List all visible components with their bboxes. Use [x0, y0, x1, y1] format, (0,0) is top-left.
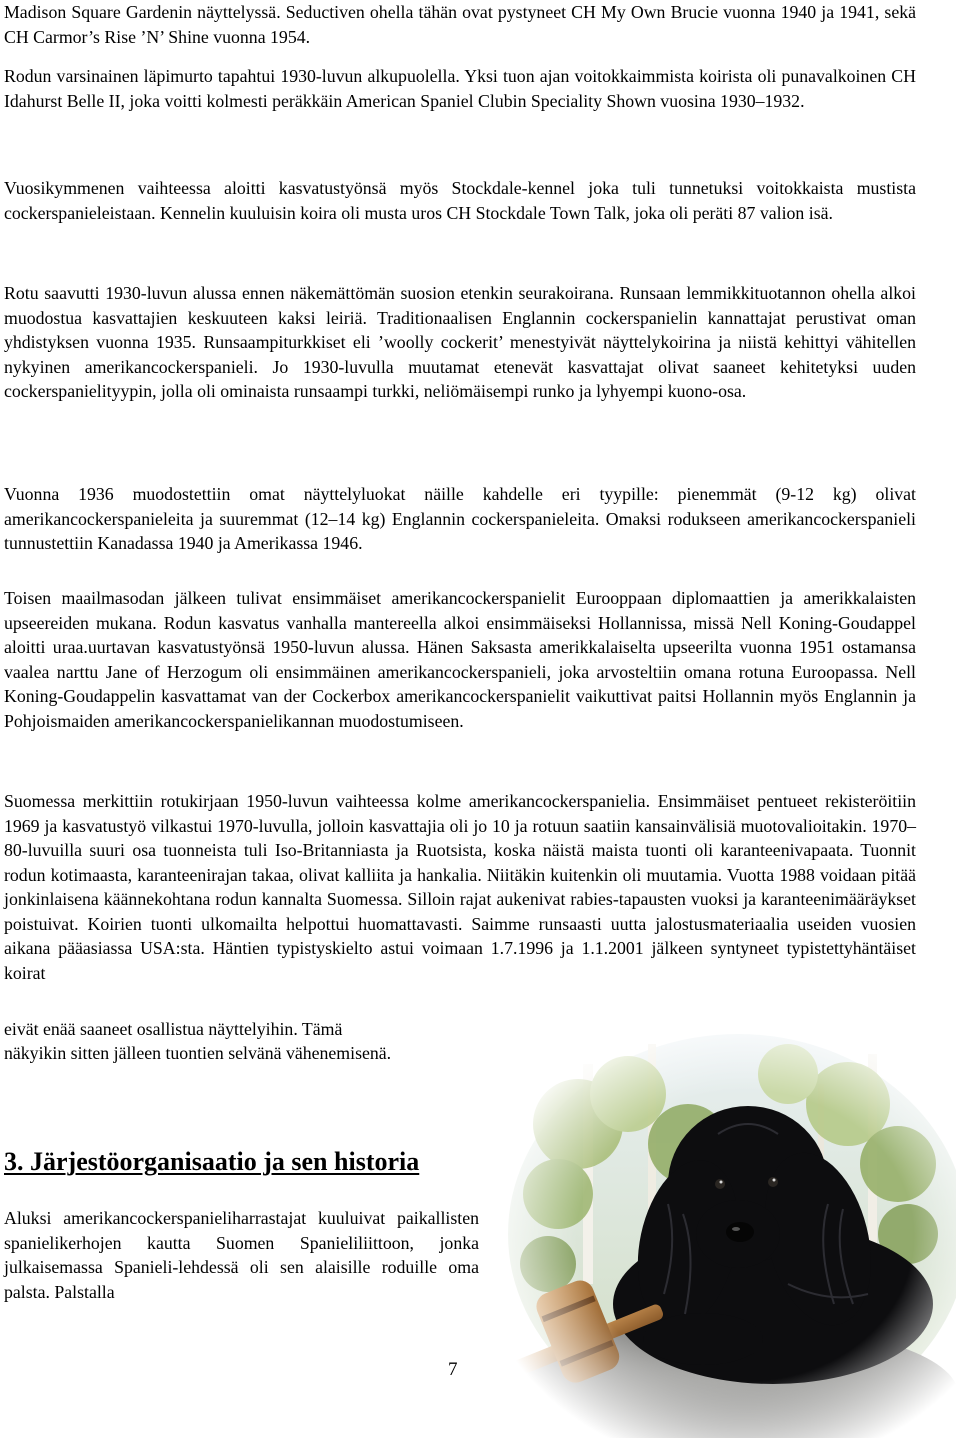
paragraph-show-classes: Vuonna 1936 muodostettiin omat näyttelyluokat näille kahdelle eri tyypille: pienemmät (9-12 kg) olivat amerikancockerspanieleita ja suuremmat (12–14 kg) Englannin cockerspanieleita. Omaksi rodukseen amerikancockerspanieli tunnustettiin Kanadassa 1940 ja Amerikassa 1946.	[4, 484, 916, 553]
paragraph-organisation: Aluksi amerikancockerspanieliharrastajat kuuluivat paikallisten spanielikerhojen kautta Suomen Spanieliliittoon, jonka julkaisemassa Spanieli-lehdessä oli sen alaisille roduille oma palsta. Palstalla	[4, 1208, 479, 1302]
paragraph-finland-tail-line-1: eivät enää saaneet osallistua näyttelyihin. Tämä	[4, 1019, 343, 1039]
section-heading: 3. Järjestöorganisaatio ja sen historia	[4, 1147, 420, 1176]
paragraph-finland: Suomessa merkittiin rotukirjaan 1950-luvun vaihteessa kolme amerikancockerspanielia. Ensimmäiset pentueet rekisteröitiin 1969 ja kasvatustyö vilkastui 1970-luvulla, jolloin kasvattajia oli jo 10 ja rotuun saatiin kansainvälisiä muotovalioitakin. 1970–80-luvuilla suuri osa tuonneista tuli Iso-Britanniasta ja Ruotsista, koska näistä maista tuonti oli karanteenivapaata. Tuonnit rodun kotimaasta, karanteenirajan takaa, olivat kalliita ja hankalia. Niitäkin kuitenkin oli muutamia. Vuotta 1988 voidaan pitää jonkinlaisena käännekohtana rodun kannalta Suomessa. Silloin rajat aukenivat rabies-tapausten vuoksi ja karanteenimääräykset poistuivat. Koirien tuonti ulkomailta helpottui huomattavasti. Saimme runsaasti uutta jalostusmateriaalia useiden vuosien aikana pääasiassa USA:sta. Häntien typistyskielto astui voimaan 1.7.1996 ja 1.1.2001 jälkeen syntyneet typistettyhäntäiset koirat	[4, 791, 916, 983]
paragraph-finland-tail-line-2: näkyikin sitten jälleen tuontien selvänä vähenemisenä.	[4, 1043, 392, 1063]
paragraph-breakthrough: Rodun varsinainen läpimurto tapahtui 1930-luvun alkupuolella. Yksi tuon ajan voitokkaimmista koirista oli punavalkoinen CH Idahurst Belle II, joka voitti kolmesti peräkkäin American Spaniel Clubin Speciality Shown vuosina 1930–1932.	[4, 66, 916, 111]
black-cocker-spaniel-photo	[488, 1034, 956, 1438]
paragraph-stockdale: Vuosikymmenen vaihteessa aloitti kasvatustyönsä myös Stockdale-kennel joka tuli tunnetuksi voitokkaista mustista cockerspanieleistaan. Kennelin kuuluisin koira oli musta uros CH Stockdale Town Talk, joka oli peräti 87 valion isä.	[4, 178, 916, 223]
paragraph-intro: Madison Square Gardenin näyttelyssä. Seductiven ohella tähän ovat pystyneet CH My Own Brucie vuonna 1940 ja 1941, sekä CH Carmor’s Rise ’N’ Shine vuonna 1954.	[4, 2, 916, 47]
page-number: 7	[448, 1359, 458, 1380]
paragraph-popularity: Rotu saavutti 1930-luvun alussa ennen näkemättömän suosion etenkin seurakoirana. Runsaan lemmikkituotannon ohella alkoi muodostua kasvattajien keskuuteen kaksi leiriä. Traditionaalisen Englannin cockerspanielin kannattajat perustivat oman yhdistyksen vuonna 1935. Runsaampiturkkiset eli ’woolly cockerit’ menestyivät näyttelykoirina ja niistä kehittyi vähitellen nykyinen amerikancockerspanieli. Jo 1930-luvulla muutamat etenevät kasvattajat olivat saaneet kehitetyksi uuden cockerspanielityypin, jolla oli ominaista runsaampi turkki, neliömäisempi runko ja lyhyempi kuono-osa.	[4, 283, 916, 401]
paragraph-europe: Toisen maailmasodan jälkeen tulivat ensimmäiset amerikancockerspanielit Eurooppaan diplomaattien ja amerikkalaisten upseereiden mukana. Rodun kasvatus vanhalla mantereella alkoi ensimmäiseksi Hollannissa, missä Nell Koning-Goudappel aloitti uraa.uurtavan kasvatustyönsä 1950-luvun alussa. Hänen Saksasta amerikkalaiselta upseerilta vuonna 1951 ostamansa vaalea narttu Jane of Herzogum oli ensimmäinen amerikancockerspanieli, joka arvosteltiin omana rotuna Euroopassa. Nell Koning-Goudappelin kasvattamat van der Cockerbox amerikancockerspanielit vaikuttivat paitsi Hollannin myös Englannin ja Pohjoismaiden amerikancockerspanielikannan muodostumiseen.	[4, 588, 916, 731]
